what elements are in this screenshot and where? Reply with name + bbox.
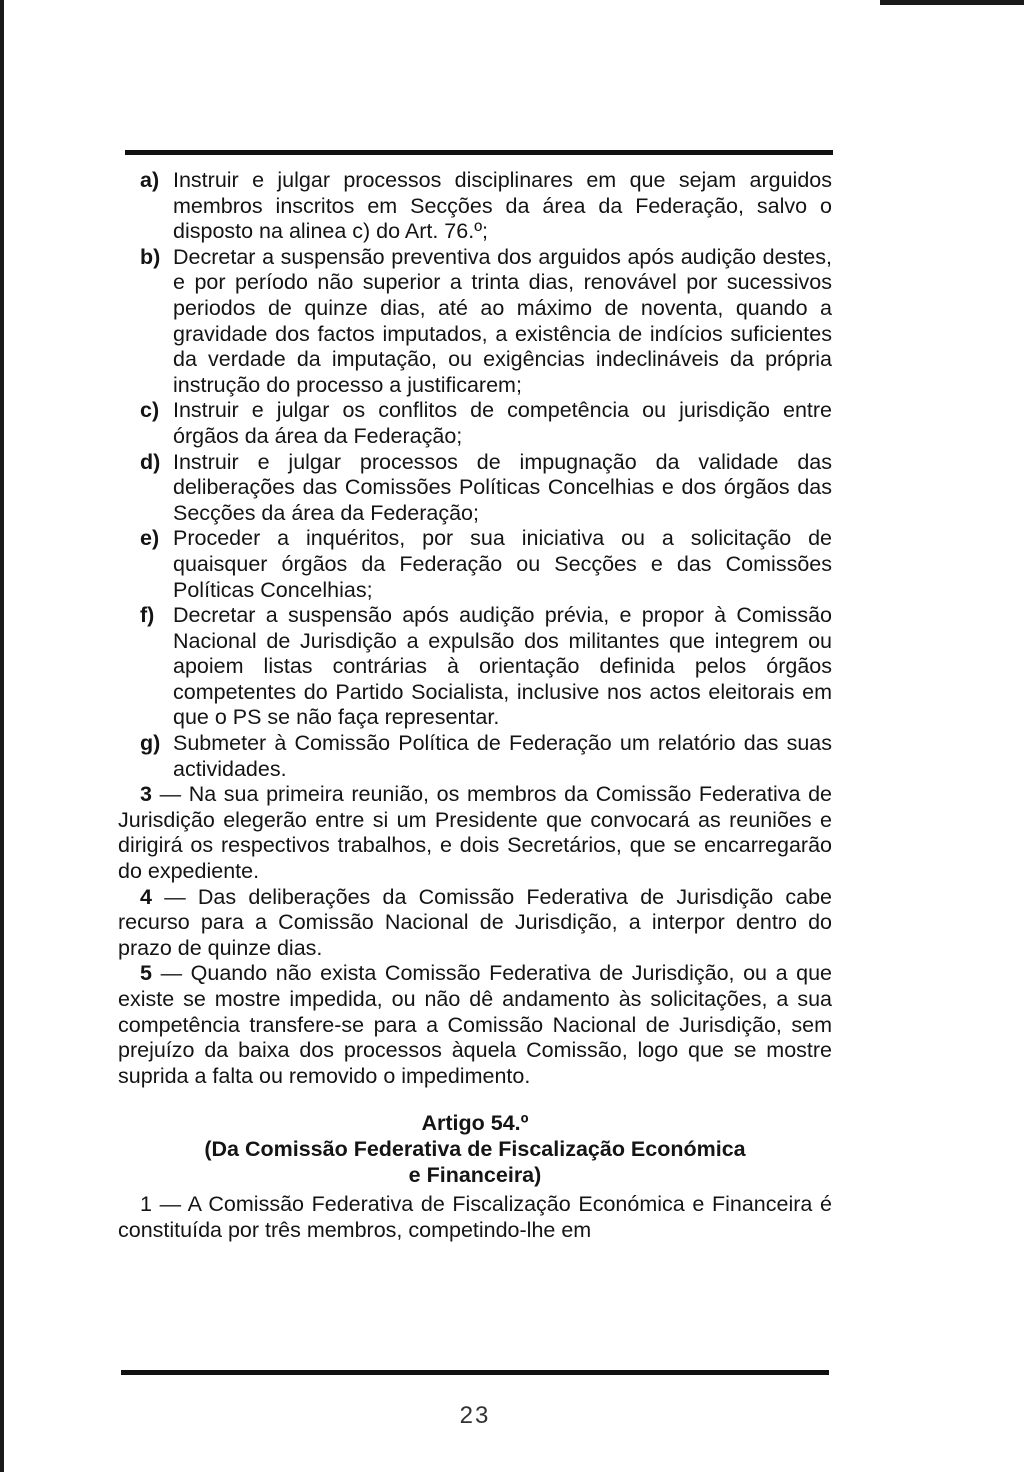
item-letter: b)	[140, 244, 161, 269]
item-letter: g)	[140, 731, 161, 756]
item-text: Decretar a suspensão preventiva dos arguidos após audição destes, e por período não superior a trinta dias, renovável por sucessivos periodos de quinze dias, até ao máximo de noventa, quando a gravidade dos factos imputados, a existência de indícios suficientes da verdade da imputação, ou exigências indeclináveis da própria instrução do processo a justificarem;	[173, 244, 832, 397]
paragraph-text: — Quando não exista Comissão Federativa de Jurisdição, ou a que existe se mostre impedida, ou não dê andamento às solicitações, a sua competência transfere-se para a Comissão Nacional de Jurisdição, sem prejuízo da baixa dos processos àquela Comissão, logo que se mostre suprida a falta ou removido o impedimento.	[118, 961, 832, 1088]
list-item-c	[118, 398, 832, 449]
list-item-g	[118, 731, 832, 782]
paragraph-text: — Das deliberações da Comissão Federativa de Jurisdição cabe recurso para a Comissão Nacional de Jurisdição, a interpor dentro do prazo de quinze dias.	[118, 884, 832, 960]
list-item-f	[118, 603, 832, 731]
page-body	[118, 168, 832, 1243]
bottom-rule	[121, 1370, 829, 1375]
item-letter: d)	[140, 449, 161, 474]
list-item-e	[118, 526, 832, 603]
paragraph-number: 5	[140, 961, 152, 986]
item-text: Instruir e julgar processos de impugnação da validade das deliberações das Comissões Políticas Concelhias e dos órgãos das Secções da área da Federação;	[173, 449, 832, 525]
top-rule	[125, 150, 833, 155]
article-title: Artigo 54.º	[421, 1111, 529, 1136]
item-letter: e)	[140, 526, 160, 551]
list-item-a	[118, 168, 832, 245]
item-letter: f)	[140, 603, 155, 628]
paragraph-text: — A Comissão Federativa de Fiscalização Económica e Financeira é constituída por três membros, competindo-lhe em	[118, 1192, 832, 1242]
page-number: 23	[459, 1402, 491, 1429]
article-subtitle-line2: e Financeira)	[408, 1162, 542, 1187]
scan-edge-left	[0, 0, 4, 1472]
paragraph-3	[118, 782, 832, 884]
list-item-d	[118, 450, 832, 527]
item-text: Proceder a inquéritos, por sua iniciativa ou a solicitação de quaisquer órgãos da Federação ou Secções e das Comissões Políticas Concelhias;	[173, 526, 832, 602]
paragraph-1	[118, 1192, 832, 1243]
paragraph-4	[118, 885, 832, 962]
item-letter: a)	[140, 168, 160, 192]
list-item-b	[118, 245, 832, 399]
paragraph-number: 4	[140, 884, 152, 909]
item-text: Submeter à Comissão Política de Federação um relatório das suas actividades.	[173, 731, 832, 781]
paragraph-5	[118, 961, 832, 1089]
paragraph-text: — Na sua primeira reunião, os membros da Comissão Federativa de Jurisdição elegerão entre si um Presidente que convocará as reuniões e dirigirá os respectivos trabalhos, e dois Secretários, que se encarregarão do expediente.	[118, 782, 832, 884]
paragraph-number: 1	[140, 1192, 152, 1217]
paragraph-number: 3	[140, 782, 152, 807]
item-letter: c)	[140, 398, 160, 423]
article-heading	[118, 1111, 832, 1188]
item-text: Instruir e julgar processos disciplinares em que sejam arguidos membros inscritos em Secções da área da Federação, salvo o disposto na alinea c) do Art. 76.º;	[173, 168, 832, 244]
item-text: Instruir e julgar os conflitos de competência ou jurisdição entre órgãos da área da Federação;	[173, 398, 832, 448]
scan-edge-top	[880, 0, 1024, 5]
item-text: Decretar a suspensão após audição prévia, e propor à Comissão Nacional de Jurisdição a expulsão dos militantes que integrem ou apoiem listas contrárias à orientação definida pelos órgãos competentes do Partido Socialista, inclusive nos actos eleitorais em que o PS se não faça representar.	[173, 603, 832, 730]
article-subtitle-line1: (Da Comissão Federativa de Fiscalização Económica	[204, 1136, 746, 1161]
